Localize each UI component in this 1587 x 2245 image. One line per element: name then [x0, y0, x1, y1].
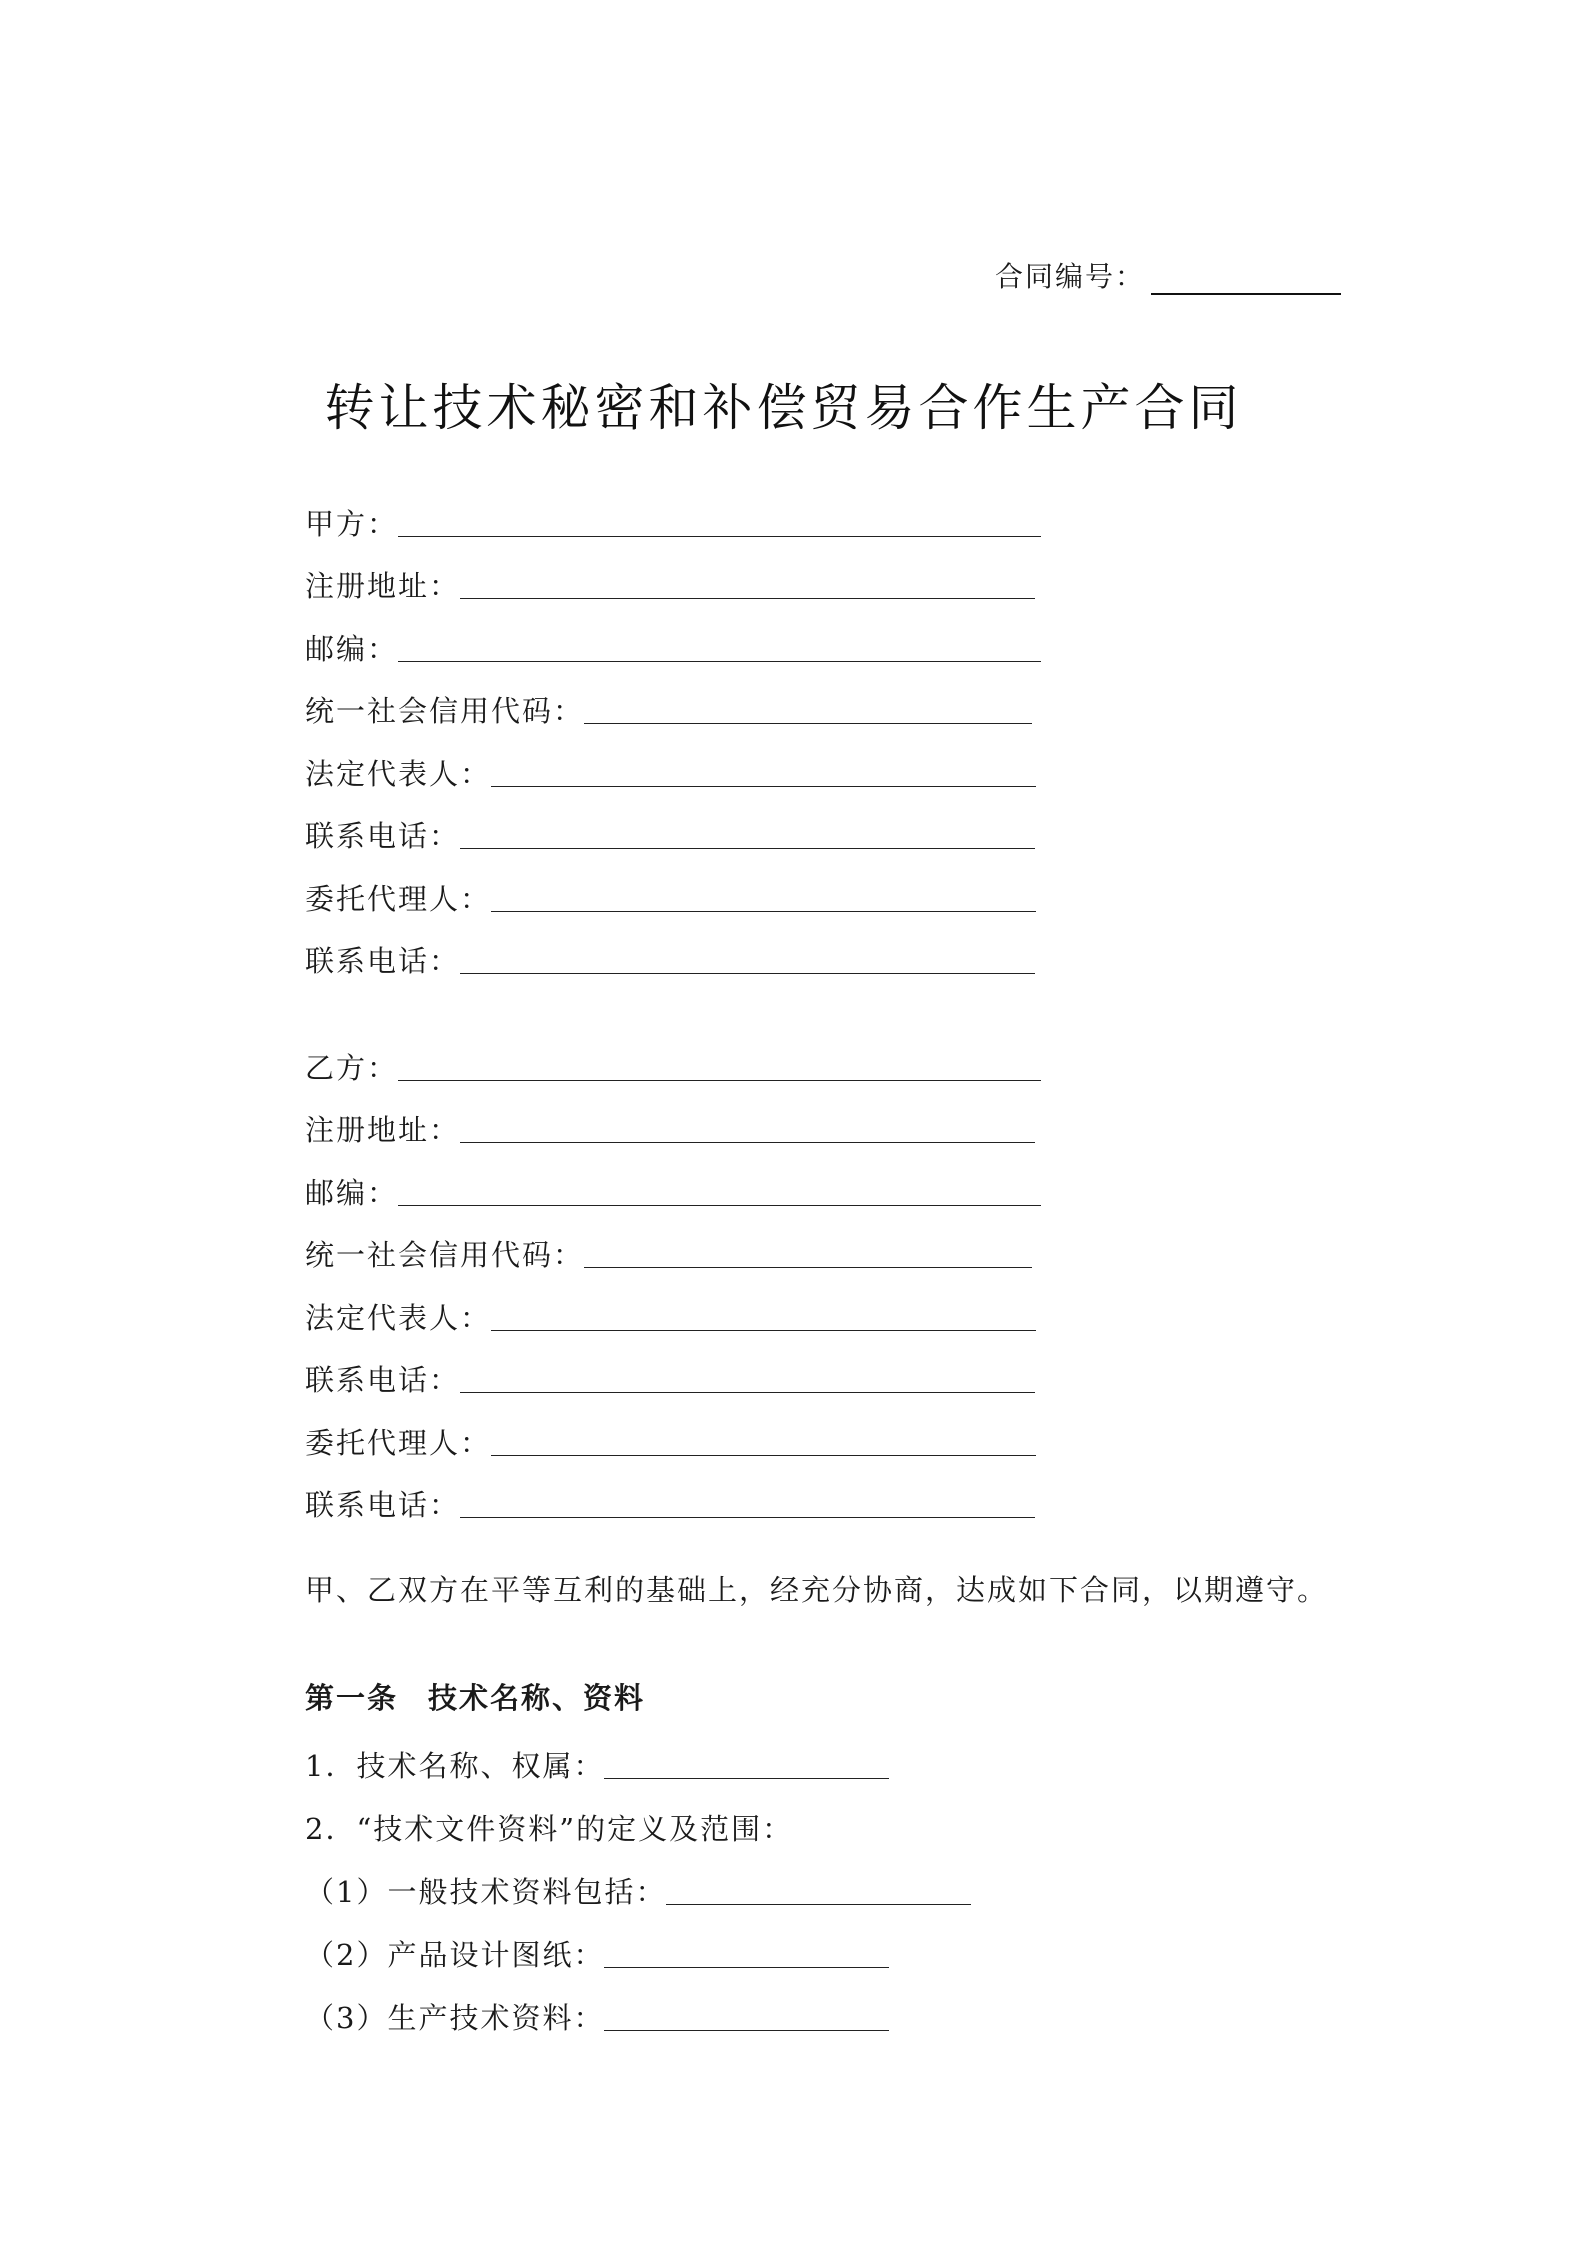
field-label: 委托代理人： — [305, 1425, 492, 1460]
contract-number — [995, 255, 1341, 295]
field-label: 法定代表人： — [305, 756, 492, 791]
field-label: 统一社会信用代码： — [305, 694, 585, 728]
article-number: 第一条 — [305, 1681, 399, 1715]
contract-number-label: 合同编号： — [995, 260, 1146, 293]
field-label: 乙方： — [305, 1050, 399, 1085]
tech-name-blank[interactable] — [604, 1748, 889, 1779]
article-title: 技术名称、资料 — [428, 1681, 646, 1715]
item-production-docs-row — [305, 1974, 971, 2037]
field-label: 注册地址： — [305, 569, 461, 603]
party-b-credit-code-blank[interactable] — [584, 1237, 1032, 1268]
field-label: 注册地址： — [305, 1113, 461, 1147]
party-b-postcode-blank[interactable] — [398, 1175, 1041, 1206]
party-a-name-blank[interactable] — [398, 506, 1041, 537]
party-b-postcode-row — [305, 1149, 1045, 1212]
intro-paragraph: 甲、乙双方在平等互利的基础上，经充分协商，达成如下合同，以期遵守。 — [305, 1573, 1329, 1607]
party-a-name-row — [305, 480, 1045, 543]
item-label: （2）产品设计图纸： — [305, 1938, 605, 1972]
party-b-name-blank[interactable] — [398, 1050, 1041, 1081]
party-b-legal-rep-blank[interactable] — [491, 1300, 1036, 1331]
production-docs-blank[interactable] — [604, 2000, 889, 2031]
party-a-address-blank[interactable] — [460, 568, 1035, 599]
party-a-agent-phone-blank[interactable] — [460, 943, 1035, 974]
field-label: 联系电话： — [305, 1488, 461, 1522]
item-design-drawings-row — [305, 1911, 971, 1974]
field-label: 法定代表人： — [305, 1300, 492, 1335]
party-a-agent-blank[interactable] — [491, 881, 1036, 912]
party-b-section — [305, 1024, 1045, 1524]
article-1-items — [305, 1722, 971, 2037]
party-a-postcode-row — [305, 605, 1045, 668]
item-general-docs-row — [305, 1848, 971, 1911]
item-label: （3）生产技术资料： — [305, 2001, 605, 2035]
party-a-legal-rep-blank[interactable] — [491, 756, 1036, 787]
party-b-agent-phone-blank[interactable] — [460, 1487, 1035, 1518]
item-tech-name-row — [305, 1722, 971, 1785]
party-a-phone-blank[interactable] — [460, 818, 1035, 849]
party-b-phone-row — [305, 1337, 1045, 1400]
field-label: 统一社会信用代码： — [305, 1238, 585, 1272]
party-b-phone-blank[interactable] — [460, 1362, 1035, 1393]
party-a-agent-phone-row — [305, 918, 1045, 981]
party-a-legal-rep-row — [305, 730, 1045, 793]
party-b-agent-row — [305, 1399, 1045, 1462]
field-label: 甲方： — [305, 506, 399, 541]
general-docs-blank[interactable] — [666, 1874, 971, 1905]
party-a-address-row — [305, 543, 1045, 606]
party-a-section — [305, 480, 1045, 980]
party-a-phone-row — [305, 793, 1045, 856]
item-label: 2．“技术文件资料”的定义及范围： — [305, 1812, 794, 1846]
field-label: 联系电话： — [305, 819, 461, 853]
party-b-address-blank[interactable] — [460, 1112, 1035, 1143]
item-label: （1）一般技术资料包括： — [305, 1875, 667, 1909]
party-a-postcode-blank[interactable] — [398, 631, 1041, 662]
field-label: 邮编： — [305, 631, 399, 666]
party-b-agent-blank[interactable] — [491, 1425, 1036, 1456]
contract-number-blank[interactable] — [1151, 259, 1341, 295]
field-label: 联系电话： — [305, 944, 461, 978]
party-a-credit-code-row — [305, 668, 1045, 731]
article-1-heading — [305, 1676, 645, 1717]
design-drawings-blank[interactable] — [604, 1937, 889, 1968]
field-label: 联系电话： — [305, 1363, 461, 1397]
party-b-name-row — [305, 1024, 1045, 1087]
party-a-credit-code-blank[interactable] — [584, 693, 1032, 724]
party-b-legal-rep-row — [305, 1274, 1045, 1337]
party-b-credit-code-row — [305, 1212, 1045, 1275]
party-a-agent-row — [305, 855, 1045, 918]
party-b-agent-phone-row — [305, 1462, 1045, 1525]
item-tech-docs-definition-row — [305, 1785, 971, 1848]
field-label: 邮编： — [305, 1175, 399, 1210]
party-b-address-row — [305, 1087, 1045, 1150]
document-title: 转让技术秘密和补偿贸易合作生产合同 — [324, 379, 1243, 437]
field-label: 委托代理人： — [305, 881, 492, 916]
item-label: 1．技术名称、权属： — [305, 1749, 605, 1783]
